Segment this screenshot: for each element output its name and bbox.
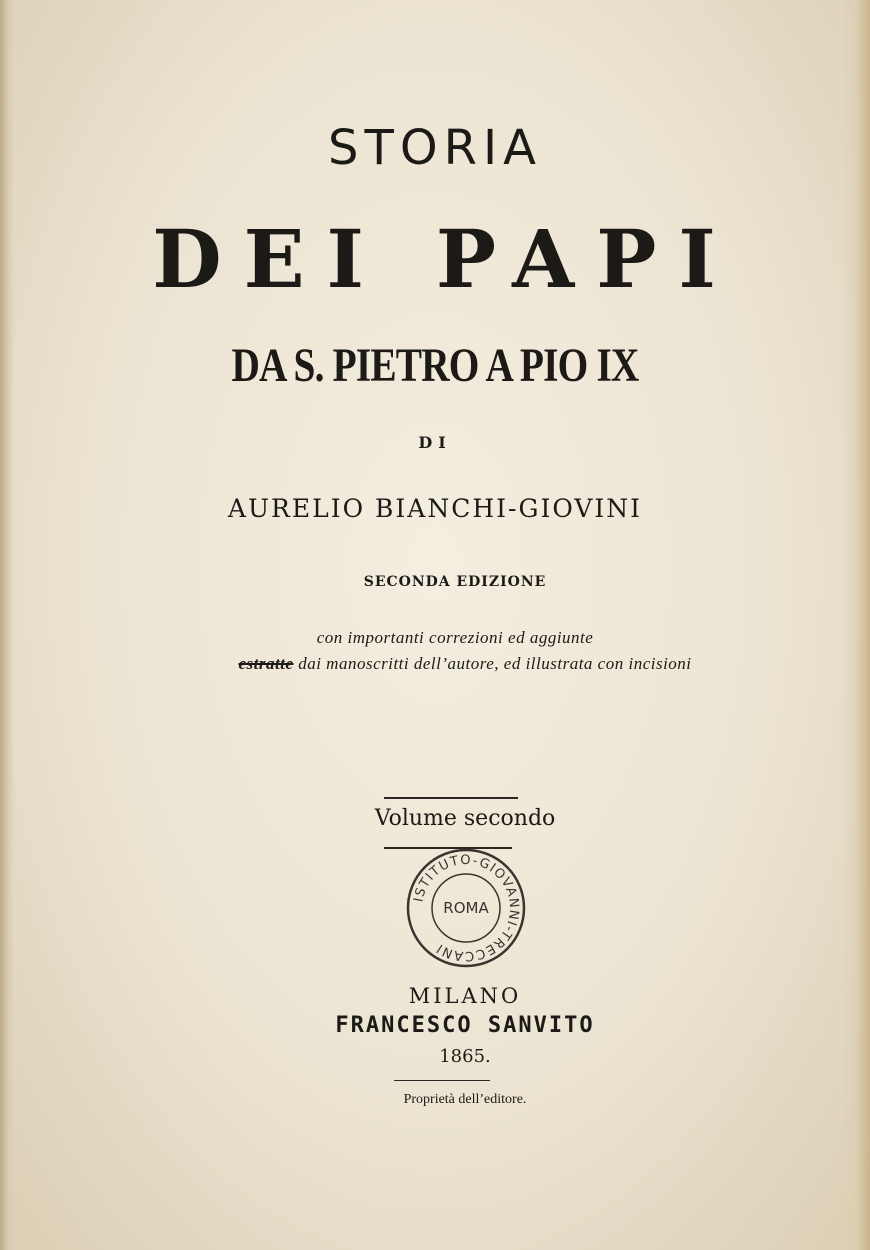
subtitle-line-2: [0, 654, 870, 674]
stamp-center-text: ROMA: [443, 899, 489, 917]
subtitle-line-1: con importanti correzioni ed aggiunte: [316, 628, 594, 647]
author-name: AURELIO BIANCHI-GIOVINI: [227, 494, 643, 523]
rule-above-volume: [384, 797, 518, 799]
edition-label: SECONDA EDIZIONE: [363, 574, 547, 590]
publication-year: 1865.: [439, 1046, 491, 1067]
title-line-dei-papi: DEI PAPI: [152, 212, 738, 306]
title-line-subtitle: DA S. PIETRO A PIO IX: [231, 339, 639, 392]
subtitle-line-2-text: dai manoscritti dell’autore, ed illustrata con incisioni: [293, 654, 692, 673]
volume-label: Volume secondo: [374, 806, 556, 831]
rule-above-rights: [394, 1080, 490, 1081]
stamp-ring-text: ISTITUTO-GIOVANNI-TRECCANI: [411, 852, 522, 964]
publication-city: MILANO: [408, 984, 522, 1008]
publisher-name: FRANCESCO SANVITO: [335, 1013, 595, 1038]
library-stamp: [404, 846, 528, 970]
struck-word: estratte: [238, 654, 294, 673]
rights-notice: Proprietà dell’editore.: [403, 1092, 527, 1107]
title-line-storia: STORIA: [328, 120, 542, 176]
by-label: DI: [418, 433, 452, 452]
